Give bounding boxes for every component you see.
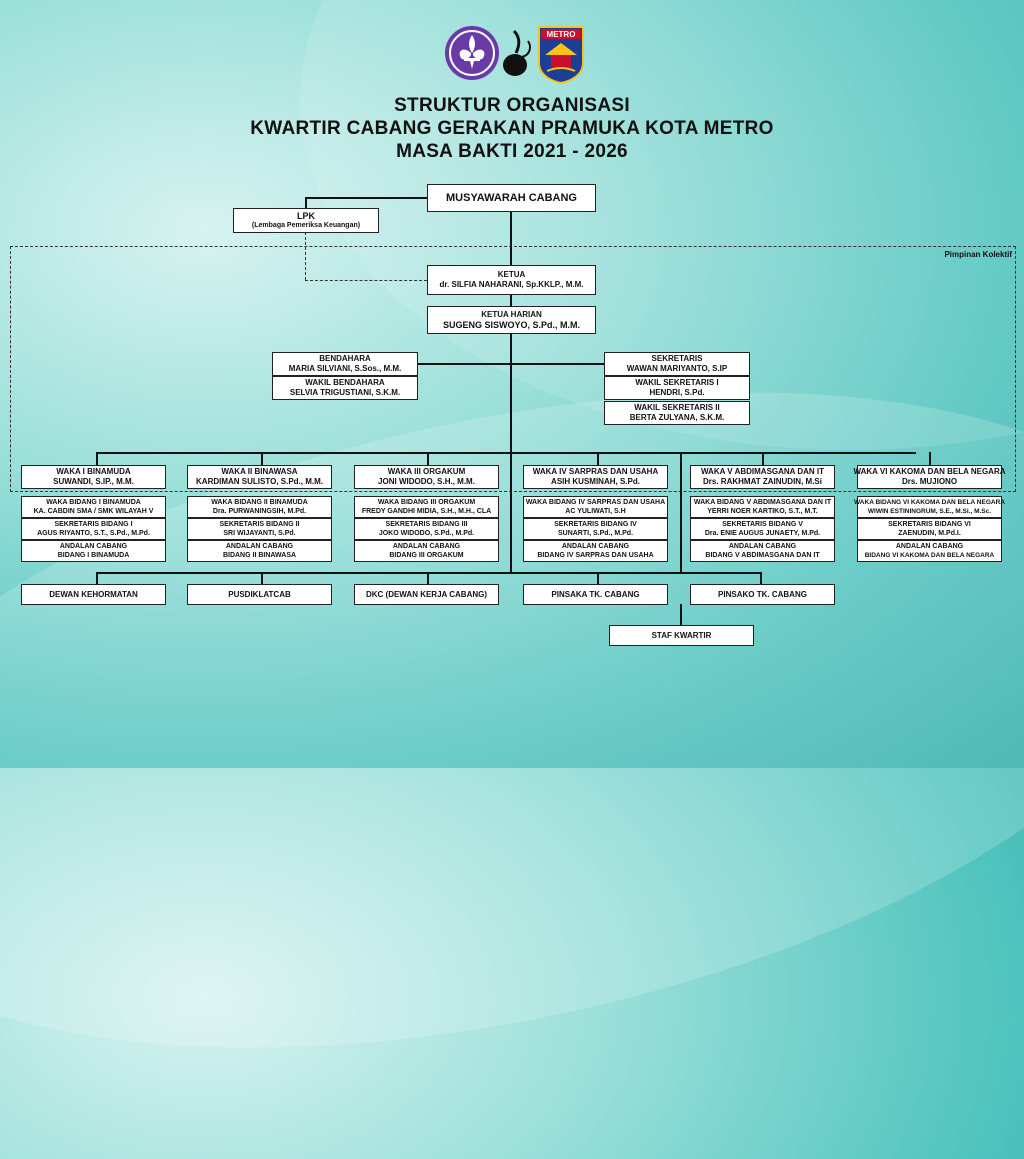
connector-line: [96, 452, 916, 454]
bendahara-title: BENDAHARA: [319, 354, 371, 363]
waka-bidang-name: YERRI NOER KARTIKO, S.T., M.T.: [707, 508, 818, 515]
connector-line: [597, 572, 599, 584]
staf-kwartir-box: [609, 625, 754, 646]
connector-line: [427, 452, 429, 466]
wakil-sekretaris-1-title: WAKIL SEKRETARIS I: [635, 378, 719, 387]
wakil-sekretaris-1-box: [604, 376, 750, 400]
wakil-bendahara-box: [272, 376, 418, 400]
waka-box: [523, 465, 668, 489]
ketua-harian-title: KETUA HARIAN: [481, 310, 542, 319]
pinsako-box: [690, 584, 835, 605]
pinsaka-box: [523, 584, 668, 605]
waka-bidang-box: [187, 496, 332, 518]
waka-bidang-name: FREDY GANDHI MIDIA, S.H., M.H., CLA: [361, 508, 492, 515]
waka-bidang-name: WIWIN ESTININGRUM, S.E., M.Si., M.Sc.: [867, 508, 992, 515]
connector-line: [261, 452, 263, 466]
wakil-sekretaris-2-name: BERTA ZULYANA, S.K.M.: [629, 413, 725, 422]
andalan-name: BIDANG V ABDIMASGANA DAN IT: [705, 552, 820, 559]
andalan-title: ANDALAN CABANG: [59, 543, 128, 550]
connector-line: [680, 452, 682, 573]
connector-line: [427, 572, 429, 584]
dkc-label: DKC (DEWAN KERJA CABANG): [365, 589, 488, 599]
waka-bidang-box: [854, 496, 1005, 518]
andalan-cabang-box: [187, 540, 332, 562]
pimpinan-kolektif-label: Pimpinan Kolektif: [944, 250, 1012, 259]
waka-bidang-box: [690, 496, 835, 518]
bendahara-name: MARIA SILVIANI, S.Sos., M.M.: [288, 364, 402, 373]
connector-line: [305, 197, 307, 208]
waka-box: [690, 465, 835, 489]
andalan-title: ANDALAN CABANG: [225, 543, 294, 550]
waka-bidang-box: [523, 496, 668, 518]
sekretaris-bidang-title: SEKRETARIS BIDANG III: [385, 521, 468, 528]
waka-bidang-title: WAKA BIDANG III ORGAKUM: [377, 499, 476, 506]
pusdiklatcab-box: [187, 584, 332, 605]
waka-title: WAKA I BINAMUDA: [56, 467, 131, 476]
andalan-cabang-box: [523, 540, 668, 562]
sekretaris-bidang-box: [21, 518, 166, 540]
andalan-title: ANDALAN CABANG: [895, 543, 964, 550]
connector-line: [760, 572, 762, 584]
connector-line: [396, 363, 606, 365]
scout-fleur-de-lis-logo: [444, 25, 500, 81]
pusdiklatcab-label: PUSDIKLATCAB: [228, 589, 291, 599]
waka-title: WAKA IV SARPRAS DAN USAHA: [532, 467, 659, 476]
sekretaris-bidang-box: [354, 518, 499, 540]
svg-text:METRO: METRO: [546, 30, 576, 39]
connector-line: [96, 452, 98, 466]
sekretaris-bidang-name: SRI WIJAYANTI, S.Pd.: [223, 530, 296, 537]
dkc-box: [354, 584, 499, 605]
waka-name: SUWANDI, S.IP., M.M.: [53, 477, 134, 486]
wakil-bendahara-title: WAKIL BENDAHARA: [305, 378, 385, 387]
andalan-name: BIDANG II BINAWASA: [222, 552, 297, 559]
andalan-cabang-box: [354, 540, 499, 562]
connector-line: [305, 197, 428, 199]
waka-bidang-title: WAKA BIDANG VI KAKOMA DAN BELA NEGARA: [854, 499, 1005, 506]
andalan-cabang-box: [21, 540, 166, 562]
wakil-sekretaris-1-name: HENDRI, S.Pd.: [649, 388, 705, 397]
waka-name: Drs. MUJIONO: [901, 477, 958, 486]
lpk-dashed-connector: [305, 280, 427, 281]
waka-title: WAKA III ORGAKUM: [387, 467, 466, 476]
sekretaris-bidang-name: AGUS RIYANTO, S.T., S.Pd., M.Pd.: [37, 530, 150, 537]
waka-bidang-box: [354, 496, 499, 518]
lpk-title: LPK: [297, 210, 315, 221]
waka-box: [853, 465, 1006, 489]
pinsako-label: PINSAKO TK. CABANG: [718, 589, 807, 599]
andalan-name: BIDANG III ORGAKUM: [389, 552, 464, 559]
lpk-subtitle: (Lembaga Pemeriksa Keuangan): [251, 221, 361, 229]
sekretaris-box: [604, 352, 750, 376]
sekretaris-bidang-title: SEKRETARIS BIDANG I: [54, 521, 133, 528]
sekretaris-bidang-box: [187, 518, 332, 540]
sekretaris-bidang-title: SEKRETARIS BIDANG IV: [554, 521, 637, 528]
connector-line: [261, 572, 263, 584]
andalan-cabang-box: [857, 540, 1002, 562]
connector-line: [680, 604, 682, 626]
connector-line: [762, 452, 764, 466]
waka-bidang-name: AC YULIWATI, S.H: [565, 508, 626, 515]
sekretaris-bidang-name: ZAENUDIN, M.Pd.I.: [898, 530, 961, 537]
waka-bidang-name: KA. CABDIN SMA / SMK WILAYAH V: [33, 508, 154, 515]
ketua-harian-name: SUGENG SISWOYO, S.Pd., M.M.: [442, 320, 580, 330]
sekretaris-bidang-box: [857, 518, 1002, 540]
waka-name: JONI WIDODO, S.H., M.M.: [378, 477, 475, 486]
connector-line: [929, 452, 931, 466]
sekretaris-bidang-name: SUNARTI, S.Pd., M.Pd.: [557, 530, 634, 537]
waka-bidang-name: Dra. PURWANINGSIH, M.Pd.: [212, 508, 307, 515]
lpk-dashed-connector: [305, 232, 306, 280]
waka-title: WAKA VI KAKOMA DAN BELA NEGARA: [853, 467, 1006, 476]
metro-city-crest: [537, 25, 585, 85]
andalan-title: ANDALAN CABANG: [728, 543, 797, 550]
andalan-name: BIDANG I BINAMUDA: [57, 552, 130, 559]
chart-period: MASA BAKTI 2021 - 2026: [396, 141, 628, 162]
ketua-box: [427, 265, 596, 295]
sekretaris-bidang-name: Dra. ENIE AUGUS JUNAETY, M.Pd.: [704, 530, 821, 537]
ketua-harian-box: [427, 306, 596, 334]
waka-name: Drs. RAKHMAT ZAINUDIN, M.Si: [703, 477, 822, 486]
andalan-title: ANDALAN CABANG: [392, 543, 461, 550]
sekretaris-bidang-name: JOKO WIDODO, S.Pd., M.Pd.: [378, 530, 475, 537]
waka-bidang-title: WAKA BIDANG IV SARPRAS DAN USAHA: [525, 499, 666, 506]
sekretaris-bidang-title: SEKRETARIS BIDANG VI: [888, 521, 971, 528]
sekretaris-bidang-box: [523, 518, 668, 540]
waka-name: KARDIMAN SULISTO, S.Pd., M.M.: [196, 477, 323, 486]
andalan-cabang-box: [690, 540, 835, 562]
andalan-name: BIDANG IV SARPRAS DAN USAHA: [537, 552, 654, 559]
tunas-kelapa-logo: [500, 27, 534, 81]
chart-subtitle: KWARTIR CABANG GERAKAN PRAMUKA KOTA METRO: [250, 118, 774, 139]
sekretaris-bidang-title: SEKRETARIS BIDANG V: [722, 521, 803, 528]
lpk-box: [233, 208, 379, 233]
chart-title: STRUKTUR ORGANISASI: [394, 95, 630, 116]
connector-line: [96, 572, 761, 574]
waka-box: [354, 465, 499, 489]
wakil-bendahara-name: SELVIA TRIGUSTIANI, S.K.M.: [289, 388, 401, 397]
pinsaka-label: PINSAKA TK. CABANG: [551, 589, 640, 599]
dewan-kehormatan-label: DEWAN KEHORMATAN: [49, 589, 138, 599]
ketua-name: dr. SILFIA NAHARANI, Sp.KKLP., M.M.: [439, 280, 584, 289]
musyawarah-cabang-box: [427, 184, 596, 212]
wakil-sekretaris-2-title: WAKIL SEKRETARIS II: [634, 403, 720, 412]
sekretaris-title: SEKRETARIS: [651, 354, 703, 363]
waka-box: [21, 465, 166, 489]
waka-title: WAKA II BINAWASA: [221, 467, 298, 476]
ketua-title: KETUA: [497, 270, 526, 279]
sekretaris-bidang-box: [690, 518, 835, 540]
sekretaris-name: WAWAN MARIYANTO, S.IP: [626, 364, 728, 373]
waka-name: ASIH KUSMINAH, S.Pd.: [551, 477, 640, 486]
waka-bidang-title: WAKA BIDANG V ABDIMASGANA DAN IT: [693, 499, 832, 506]
waka-box: [187, 465, 332, 489]
bendahara-box: [272, 352, 418, 376]
wakil-sekretaris-2-box: [604, 401, 750, 425]
dewan-kehormatan-box: [21, 584, 166, 605]
andalan-title: ANDALAN CABANG: [561, 543, 630, 550]
sekretaris-bidang-title: SEKRETARIS BIDANG II: [219, 521, 300, 528]
waka-bidang-box: [21, 496, 166, 518]
connector-line: [597, 452, 599, 466]
waka-title: WAKA V ABDIMASGANA DAN IT: [700, 467, 825, 476]
waka-bidang-title: WAKA BIDANG II BINAMUDA: [211, 499, 308, 506]
andalan-name: BIDANG VI KAKOMA DAN BELA NEGARA: [864, 552, 995, 559]
waka-bidang-title: WAKA BIDANG I BINAMUDA: [46, 499, 141, 506]
staf-kwartir-label: STAF KWARTIR: [651, 630, 712, 640]
musyawarah-label: MUSYAWARAH CABANG: [446, 191, 577, 204]
connector-line: [96, 572, 98, 584]
